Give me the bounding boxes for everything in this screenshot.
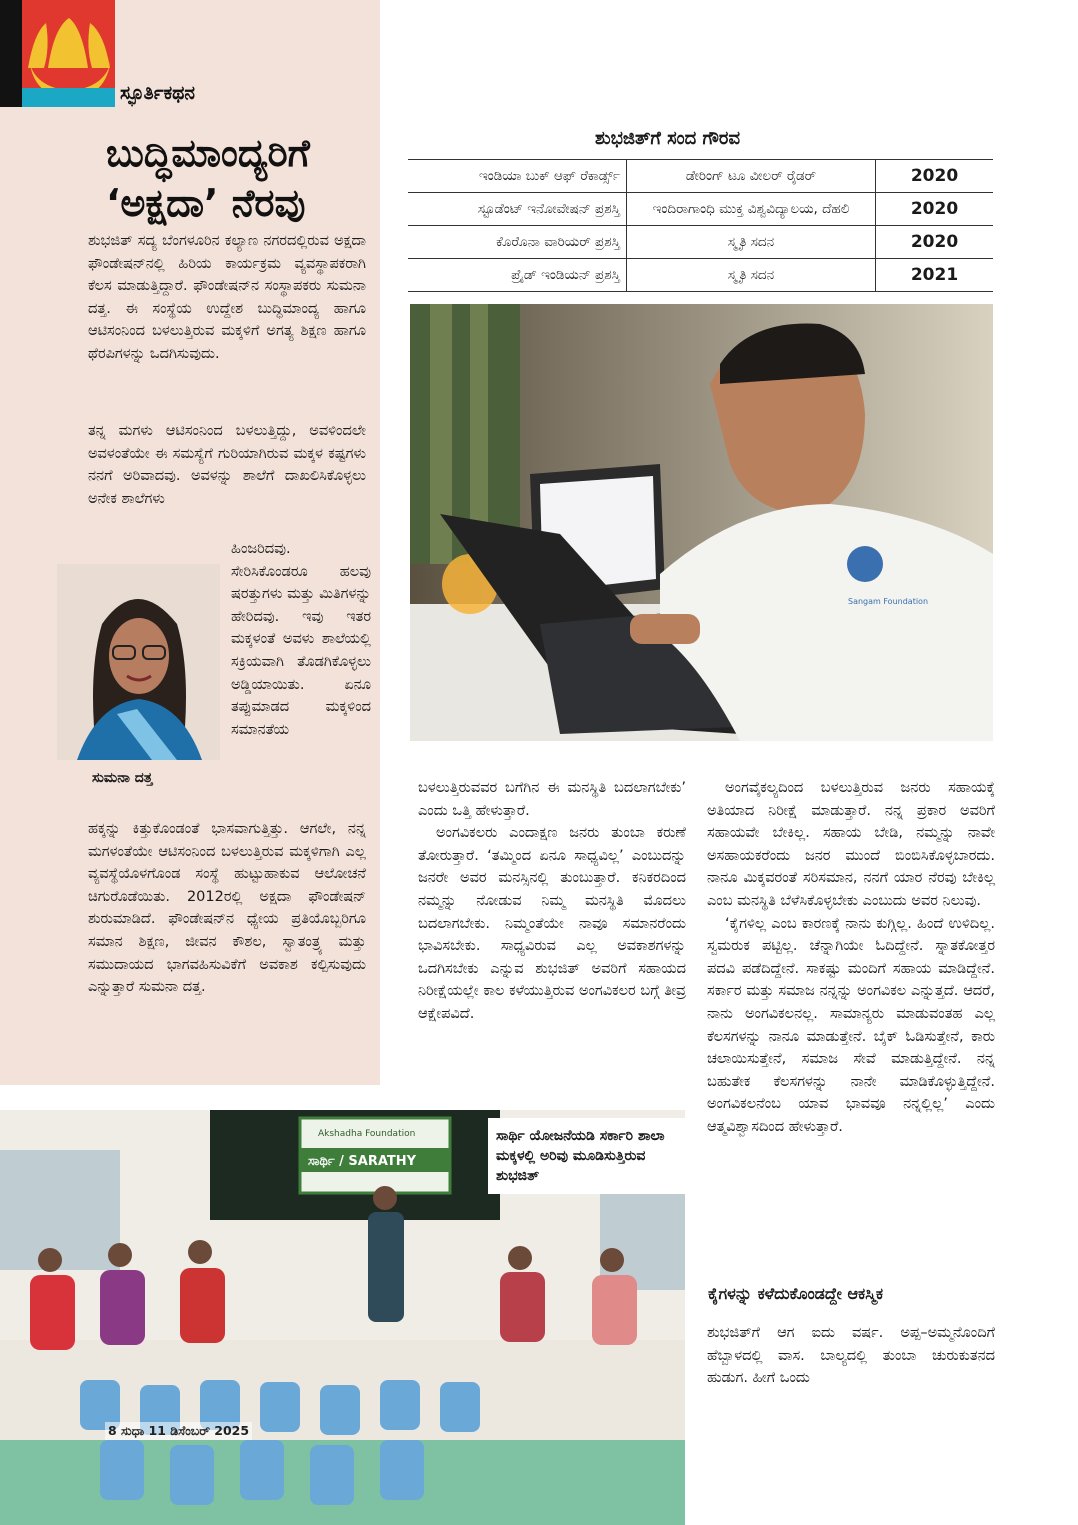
section-label: ಸ್ಫೂರ್ತಿಕಥನ (120, 82, 195, 104)
page-folio: 8 ಸುಧಾ 11 ಡಿಸೆಂಬರ್ 2025 (105, 1422, 252, 1440)
subheading: ಕೈಗಳನ್ನು ಕಳೆದುಕೊಂಡದ್ದೇ ಆಕಸ್ಮಿಕ (708, 1284, 884, 1303)
portrait-photo-suma (57, 564, 220, 760)
award-year: 2020 (876, 193, 994, 226)
column-middle (418, 777, 686, 1026)
body-paragraph: ಅಂಗವಿಕಲರು ಎಂದಾಕ್ಷಣ ಜನರು ತುಂಬಾ ಕರುಣೆ ತೋರುತ್ತಾರೆ. ‘ತಮ್ಮಿಂದ ಏನೂ ಸಾಧ್ಯವಿಲ್ಲ’ ಎಂಬುದನ್ನು ಜನರೇ ಅವರ ಮನಸ್ಸಿನಲ್ಲಿ ತುಂಬುತ್ತಾರೆ. ಕನಿಕರದಿಂದ ನಮ್ಮನ್ನು ನೋಡುವ ನಿಮ್ಮ ಮನಸ್ಥಿತಿ ಮೊದಲು ಬದಲಾಗಬೇಕು. ನಿಮ್ಮಂತೆಯೇ ನಾವೂ ಸಮಾನರೆಂದು ಭಾವಿಸಬೇಕು. ಸಾಧ್ಯವಿರುವ ಎಲ್ಲ ಅವಕಾಶಗಳನ್ನು ಒದಗಿಸಬೇಕು ಎನ್ನುವ ಶುಭಜಿತ್ ಅವರಿಗೆ ಸಹಾಯದ ನಿರೀಕ್ಷೆಯಲ್ಲೇ ಕಾಲ ಕಳೆಯುತ್ತಿರುವ ಅಂಗವಿಕಲರ ಬಗ್ಗೆ ತೀವ್ರ ಆಕ್ಷೇಪವಿದೆ. (418, 825, 686, 1022)
body-paragraph: ಅಂಗವೈಕಲ್ಯದಿಂದ ಬಳಲುತ್ತಿರುವ ಜನರು ಸಹಾಯಕ್ಕೆ ಅತಿಯಾದ ನಿರೀಕ್ಷೆ ಮಾಡುತ್ತಾರೆ. ನನ್ನ ಪ್ರಕಾರ ಅವರಿಗೆ ಸಹಾಯವೇ ಬೇಕಿಲ್ಲ. ಸಹಾಯ ಬೇಡಿ, ನಮ್ಮನ್ನು ನಾವೇ ಅಸಹಾಯಕರೆಂದು ಜನರ ಮುಂದೆ ಬಿಂಬಿಸಿಕೊಳ್ಳಬಾರದು. ನಾನೂ ಮಿಕ್ಕವರಂತೆ ಸರಿಸಮಾನ, ನನಗೆ ಯಾರ ನೆರವು ಬೇಕಿಲ್ಲ ಎಂಬ ಮನಸ್ಥಿತಿ ಬೆಳೆಸಿಕೊಳ್ಳಬೇಕು ಎಂಬುದು ಅವರ ನಿಲುವು. (707, 780, 995, 909)
table-row (408, 226, 993, 259)
body-paragraph: ಹಕ್ಕನ್ನು ಕಿತ್ತುಕೊಂಡಂತೆ ಭಾಸವಾಗುತ್ತಿತ್ತು. ಆಗಲೇ, ನನ್ನ ಮಗಳಂತೆಯೇ ಆಟಿಸಂನಿಂದ ಬಳಲುತ್ತಿರುವ ಮಕ್ಕಳಿಗಾಗಿ ಎಲ್ಲ ವ್ಯವಸ್ಥೆಯೊಳಗೊಂಡ ಸಂಸ್ಥೆ ಹುಟ್ಟುಹಾಕುವ ಆಲೋಚನೆ ಚಿಗುರೊಡೆಯಿತು. 2012ರಲ್ಲಿ ಅಕ್ಷದಾ ಫೌಂಡೇಷನ್ ಶುರುಮಾಡಿದೆ. ಫೌಂಡೇಷನ್‌ನ ಧ್ಯೇಯ ಪ್ರತಿಯೊಬ್ಬರಿಗೂ ಸಮಾನ ಶಿಕ್ಷಣ, ಜೀವನ ಕೌಶಲ, ಸ್ವಾತಂತ್ರ್ಯ ಮತ್ತು ಸಮುದಾಯದ ಭಾಗವಹಿಸುವಿಕೆಗೆ ಅವಕಾಶ ಕಲ್ಪಿಸುವುದು ಎನ್ನುತ್ತಾರೆ ಸುಮನಾ ದತ್ತ. (88, 821, 366, 996)
column-right (707, 777, 995, 1139)
award-by: ಸ್ಮೃತಿ ಸದನ (627, 259, 876, 292)
award-year: 2020 (876, 160, 994, 193)
award-year: 2020 (876, 226, 994, 259)
award-by: ಸ್ಮೃತಿ ಸದನ (627, 226, 876, 259)
table-row (408, 160, 993, 193)
section-logo (0, 0, 115, 107)
headline-line-1: ಬುದ್ಧಿಮಾಂದ್ಯರಿಗೆ (106, 131, 310, 175)
photo-caption: ಸಾರ್ಥಿ ಯೋಜನೆಯಡಿ ಸರ್ಕಾರಿ ಶಾಲಾ ಮಕ್ಕಳಲ್ಲಿ ಅರಿವು ಮೂಡಿಸುತ್ತಿರುವ ಶುಭಜಿತ್ (488, 1118, 694, 1194)
award-by: ಡೇರಿಂಗ್ ಟೂ ವೀಲರ್ ರೈಡರ್ (627, 160, 876, 193)
body-paragraph: ಶುಭಜಿತ್‌ಗೆ ಆಗ ಐದು ವರ್ಷ. ಅಪ್ಪ–ಅಮ್ಮನೊಂದಿಗೆ ಹೆಬ್ಬಾಳದಲ್ಲಿ ವಾಸ. ಬಾಲ್ಯದಲ್ಲಿ ತುಂಬಾ ಚುರುಕುತನದ ಹುಡುಗ. ಹೀಗೆ ಒಂದು (707, 1325, 995, 1387)
body-paragraph: ಬಳಲುತ್ತಿರುವವರ ಬಗೆಗಿನ ಈ ಮನಸ್ಥಿತಿ ಬದಲಾಗಬೇಕು’ ಎಂದು ಒತ್ತಿ ಹೇಳುತ್ತಾರೆ. (418, 780, 686, 819)
body-paragraph: ಹಿಂಜರಿದವು. ಸೇರಿಸಿಕೊಂಡರೂ ಹಲವು ಷರತ್ತುಗಳು ಮತ್ತು ಮಿತಿಗಳನ್ನು ಹೇರಿದವು. ಇವು ಇತರ ಮಕ್ಕಳಂತೆ ಅವಳು ಶಾಲೆಯಲ್ಲಿ ಸಕ್ರಿಯವಾಗಿ ತೊಡಗಿಕೊಳ್ಳಲು ಅಡ್ಡಿಯಾಯಿತು. ಏನೂ ತಪ್ಪುಮಾಡದ ಮಕ್ಕಳಿಂದ ಸಮಾನತೆಯ (231, 541, 371, 738)
headline (106, 128, 310, 228)
awards-table (408, 159, 993, 292)
award-by: ಇಂದಿರಾಗಾಂಧಿ ಮುಕ್ತ ವಿಶ್ವವಿದ್ಯಾಲಯ, ದೆಹಲಿ (627, 193, 876, 226)
banner-org: Akshadha Foundation (318, 1129, 416, 1139)
photo-subhajit-laptop (410, 304, 993, 741)
headline-line-2: ‘ಅಕ್ಷದಾ’ ನೆರವು (106, 181, 306, 225)
award-year: 2021 (876, 259, 994, 292)
award-name: ಕೊರೊನಾ ವಾರಿಯರ್ ಪ್ರಶಸ್ತಿ (408, 226, 627, 259)
banner-title: ಸಾರ್ಥಿ / SARATHY (308, 1154, 417, 1169)
table-row (408, 259, 993, 292)
body-paragraph: ತನ್ನ ಮಗಳು ಆಟಿಸಂನಿಂದ ಬಳಲುತ್ತಿದ್ದು, ಅವಳಿಂದಲೇ ಅವಳಂತೆಯೇ ಈ ಸಮಸ್ಯೆಗೆ ಗುರಿಯಾಗಿರುವ ಮಕ್ಕಳ ಕಷ್ಟಗಳು ನನಗೆ ಅರಿವಾದವು. ಅವಳನ್ನು ಶಾಲೆಗೆ ದಾಖಲಿಸಿಕೊಳ್ಳಲು ಅನೇಕ ಶಾಲೆಗಳು (88, 423, 366, 507)
award-name: ಇಂಡಿಯಾ ಬುಕ್ ಆಫ್ ರೆಕಾರ್ಡ್ಸ್ (408, 160, 627, 193)
table-row (408, 193, 993, 226)
shirt-logo-text: Sangam Foundation (848, 597, 929, 606)
awards-table-title: ಶುಭಜಿತ್‌ಗೆ ಸಂದ ಗೌರವ (595, 128, 741, 149)
body-paragraph: ಶುಭಜಿತ್ ಸದ್ಯ ಬೆಂಗಳೂರಿನ ಕಲ್ಯಾಣ ನಗರದಲ್ಲಿರುವ ಅಕ್ಷದಾ ಫೌಂಡೇಷನ್‌ನಲ್ಲಿ ಹಿರಿಯ ಕಾರ್ಯಕ್ರಮ ವ್ಯವಸ್ಥಾಪಕರಾಗಿ ಕೆಲಸ ಮಾಡುತ್ತಿದ್ದಾರೆ. ಫೌಂಡೇಷನ್‌ನ ಸಂಸ್ಥಾಪಕರು ಸುಮನಾ ದತ್ತ. ಈ ಸಂಸ್ಥೆಯ ಉದ್ದೇಶ ಬುದ್ಧಿಮಾಂದ್ಯ ಹಾಗೂ ಆಟಿಸಂನಿಂದ ಬಳಲುತ್ತಿರುವ ಮಕ್ಕಳಿಗೆ ಅಗತ್ಯ ಶಿಕ್ಷಣ ಹಾಗೂ ಥೆರಪಿಗಳನ್ನು ಒದಗಿಸುವುದು. (88, 233, 366, 362)
photo-caption: ಸುಮನಾ ದತ್ತ (92, 770, 153, 786)
award-name: ಪ್ರೈಡ್ ಇಂಡಿಯನ್ ಪ್ರಶಸ್ತಿ (408, 259, 627, 292)
body-paragraph: ‘ಕೈಗಳಿಲ್ಲ ಎಂಬ ಕಾರಣಕ್ಕೆ ನಾನು ಕುಗ್ಗಿಲ್ಲ. ಹಿಂದೆ ಉಳಿದಿಲ್ಲ. ಸ್ವಮರುಕ ಪಟ್ಟಿಲ್ಲ. ಚೆನ್ನಾಗಿಯೇ ಓದಿದ್ದೇನೆ. ಸ್ನಾತಕೋತ್ತರ ಪದವಿ ಪಡೆದಿದ್ದೇನೆ. ಸಾಕಷ್ಟು ಮಂದಿಗೆ ಸಹಾಯ ಮಾಡಿದ್ದೇನೆ. ಸರ್ಕಾರ ಮತ್ತು ಸಮಾಜ ನನ್ನನ್ನು ಅಂಗವಿಕಲ ಎನ್ನುತ್ತದೆ. ಆದರೆ, ನಾನು ಅಂಗವಿಕಲನಲ್ಲ. ಸಾಮಾನ್ಯರು ಮಾಡುವಂತಹ ಎಲ್ಲ ಕೆಲಸಗಳನ್ನು ನಾನೂ ಮಾಡುತ್ತೇನೆ. ಬೈಕ್ ಓಡಿಸುತ್ತೇನೆ, ಕಾರು ಚಲಾಯಿಸುತ್ತೇನೆ, ಸಮಾಜ ಸೇವೆ ಮಾಡುತ್ತಿದ್ದೇನೆ. ನನ್ನ ಬಹುತೇಕ ಕೆಲಸಗಳನ್ನು ನಾನೇ ಮಾಡಿಕೊಳ್ಳುತ್ತಿದ್ದೇನೆ. ಅಂಗವಿಕಲನೆಂಬ ಯಾವ ಭಾವವೂ ನನ್ನಲ್ಲಿಲ್ಲ’ ಎಂದು ಆತ್ಮವಿಶ್ವಾಸದಿಂದ ಹೇಳುತ್ತಾರೆ. (707, 915, 995, 1135)
award-name: ಸ್ಟೂಡೆಂಟ್ ಇನೋವೇಷನ್ ಪ್ರಶಸ್ತಿ (408, 193, 627, 226)
